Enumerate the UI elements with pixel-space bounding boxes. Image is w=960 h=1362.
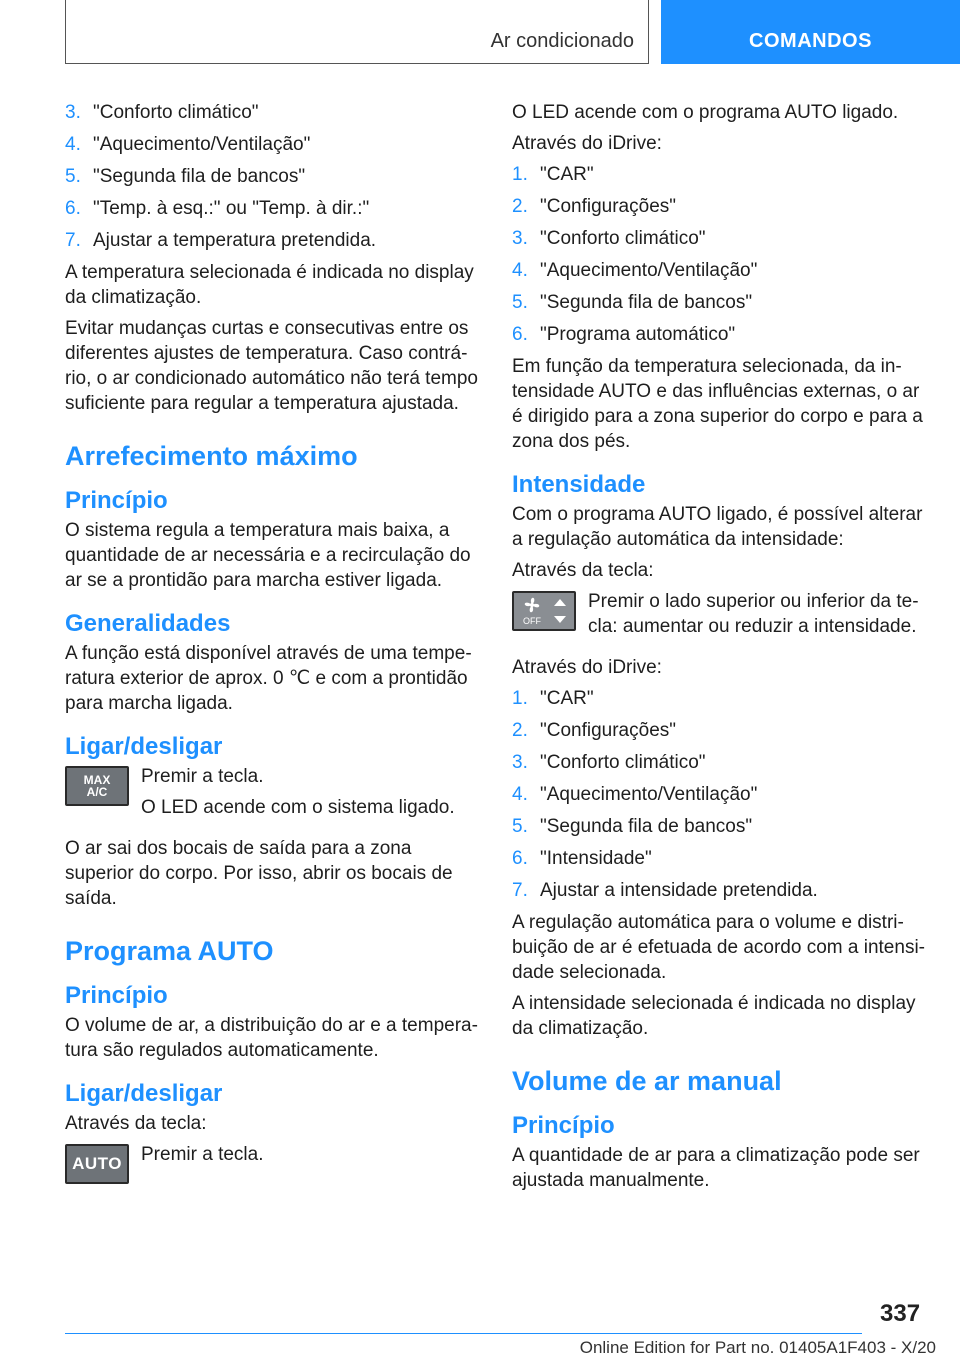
heading-manual-air-volume: Volume de ar manual: [512, 1066, 782, 1096]
list-item: 6. "Temp. à esq.:" ou "Temp. à dir.:": [65, 198, 370, 219]
list-item: 4. "Aquecimento/Ventilação": [65, 134, 311, 155]
list-item: 5. "Segunda fila de bancos": [65, 166, 306, 187]
header-section-box: [65, 0, 649, 64]
key-instruction-text: Premir a tecla. O LED acende com o sistema ligado.: [141, 766, 455, 818]
auto-button-icon: AUTO: [65, 1144, 129, 1184]
subheading-intensity: Intensidade: [512, 471, 646, 498]
footer-edition: Online Edition for Part no. 01405A1F403 - X/20: [579, 1338, 936, 1357]
paragraph: A intensidade selecionada é indicada no display da climatização.: [512, 993, 916, 1039]
heading-max-cooling: Arrefecimento máximo: [65, 441, 358, 471]
paragraph: O sistema regula a temperatura mais baixa, a quantidade de ar necessária e a recirculação do ar se a prontidão para marcha estiver ligada.: [65, 520, 471, 591]
subheading-general: Generalidades: [65, 610, 231, 637]
key-instruction-auto: [65, 1142, 485, 1184]
paragraph: Através do iDrive:: [512, 133, 662, 154]
paragraph: A regulação automática para o volume e distribuição de ar é efetuada de acordo com a intensidade selecionada.: [512, 912, 925, 983]
list-item: 6. "Programa automático": [512, 324, 736, 345]
list-item: 2. "Configurações": [512, 196, 677, 217]
list-item: 6. "Intensidade": [512, 848, 652, 869]
key-instruction-text: Premir o lado superior ou inferior da tecla: aumentar ou reduzir a intensidade.: [588, 591, 919, 637]
paragraph: O LED acende com o programa AUTO ligado.: [512, 102, 899, 123]
chapter-tab: [661, 0, 960, 64]
list-item: 4. "Aquecimento/Ventilação": [512, 784, 758, 805]
list-item: 2. "Configurações": [512, 720, 677, 741]
list-item: 5. "Segunda fila de bancos": [512, 816, 753, 837]
subheading-principle: Princípio: [65, 982, 168, 1009]
list-item: 1. "CAR": [512, 688, 594, 709]
fan-intensity-button-icon: [512, 591, 576, 631]
paragraph: O volume de ar, a distribuição do ar e a temperatura são regulados automaticamente.: [65, 1015, 478, 1061]
section-title: Ar condicionado: [490, 30, 634, 52]
subheading-on-off: Ligar/desligar: [65, 733, 223, 760]
paragraph: Evitar mudanças curtas e consecutivas entre os diferentes ajustes de temperatura. Caso contrário, o ar condicionado automático não terá tempo suficiente para regular a temperatura ajustada.: [65, 318, 478, 414]
paragraph: A quantidade de ar para a climatização pode ser ajustada manualmente.: [512, 1145, 920, 1191]
chapter-title: COMANDOS: [749, 30, 872, 52]
left-column: [65, 100, 485, 1194]
key-instruction-maxac: [65, 764, 485, 826]
right-column: [512, 100, 930, 1199]
footer-divider: [65, 1333, 862, 1334]
key-instruction-fan: [512, 589, 930, 645]
steps-list-temperature: [65, 100, 485, 253]
paragraph: O ar sai dos bocais de saída para a zona superior do corpo. Por isso, abrir os bocais de saída.: [65, 838, 453, 909]
list-item: 3. "Conforto climático": [65, 102, 259, 123]
list-item: 4. "Aquecimento/Ventilação": [512, 260, 758, 281]
steps-list-idrive-intensity: [512, 686, 930, 903]
list-item: 7. Ajustar a temperatura pretendida.: [65, 230, 377, 251]
heading-auto-program: Programa AUTO: [65, 936, 274, 966]
paragraph: Através do iDrive:: [512, 657, 662, 678]
subheading-principle: Princípio: [65, 487, 168, 514]
list-item: 3. "Conforto climático": [512, 228, 706, 249]
paragraph: A função está disponível através de uma temperatura exterior de aprox. 0 ℃ e com a prontidão para marcha ligada.: [65, 643, 472, 714]
subheading-on-off: Ligar/desligar: [65, 1080, 223, 1107]
paragraph: A temperatura selecionada é indicada no display da climatização.: [65, 262, 474, 308]
paragraph: Através da tecla:: [65, 1113, 207, 1134]
steps-list-idrive-auto: [512, 162, 930, 347]
list-item: 5. "Segunda fila de bancos": [512, 292, 753, 313]
max-ac-button-icon: MAX A/C: [65, 766, 129, 806]
paragraph: Através da tecla:: [512, 560, 654, 581]
subheading-principle: Princípio: [512, 1112, 615, 1139]
paragraph: Em função da temperatura selecionada, da intensidade AUTO e das influências externas, o ar é dirigido para a zona superior do corpo e para a zona dos pés.: [512, 356, 923, 452]
list-item: 7. Ajustar a intensidade pretendida.: [512, 880, 818, 901]
list-item: 3. "Conforto climático": [512, 752, 706, 773]
page-number: 337: [880, 1300, 921, 1327]
fan-icon: [514, 593, 574, 629]
list-item: 1. "CAR": [512, 164, 594, 185]
paragraph: Com o programa AUTO ligado, é possível alterar a regulação automática da intensidade:: [512, 504, 923, 550]
key-instruction-text: Premir a tecla.: [141, 1144, 264, 1165]
svg-text:OFF: OFF: [523, 616, 541, 626]
